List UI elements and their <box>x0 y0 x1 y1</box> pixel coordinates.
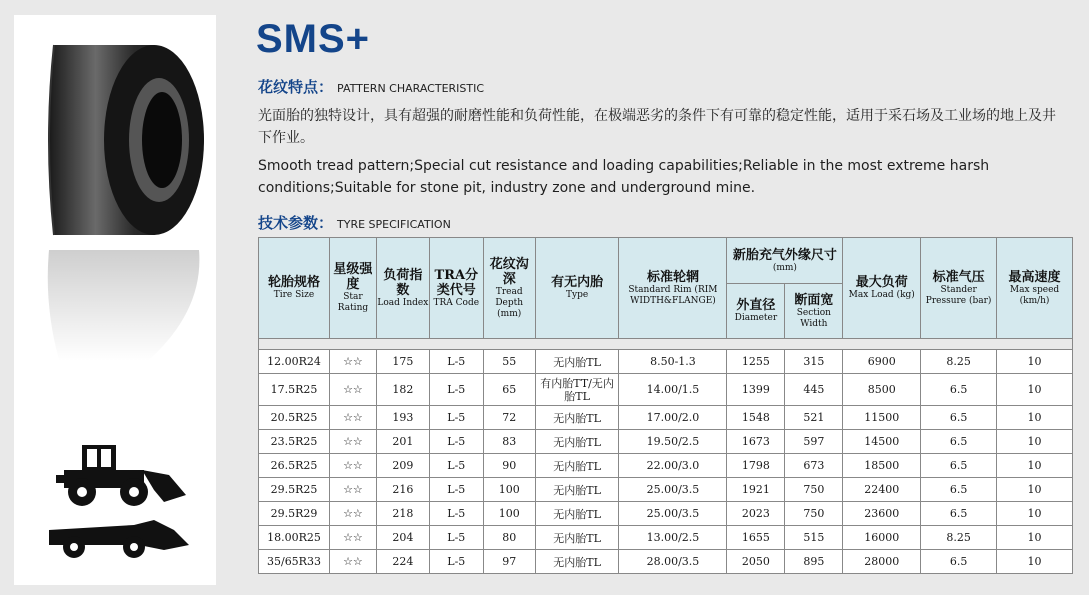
cell-dia: 2050 <box>727 550 785 574</box>
col-max-load: 最大负荷 Max Load (kg) <box>843 238 921 339</box>
tyre-reflection <box>29 250 209 360</box>
cell-press: 6.5 <box>921 478 997 502</box>
cell-load: 216 <box>376 478 429 502</box>
cell-speed: 10 <box>997 550 1073 574</box>
cell-dia: 1673 <box>727 430 785 454</box>
cell-depth: 80 <box>483 526 535 550</box>
cell-maxload: 16000 <box>843 526 921 550</box>
cell-rim: 25.00/3.5 <box>619 478 727 502</box>
pattern-description-en: Smooth tread pattern;Special cut resistance and loading capabilities;Reliable in the most extreme harsh conditions;Suitable for stone pit, industry zone and underground mine. <box>258 158 990 196</box>
cell-depth: 83 <box>483 430 535 454</box>
table-row <box>259 374 1073 406</box>
table-row <box>259 550 1073 574</box>
cell-tra: L-5 <box>429 406 483 430</box>
table-row <box>259 526 1073 550</box>
cell-rim: 8.50-1.3 <box>619 350 727 374</box>
product-image-panel <box>14 15 216 585</box>
col-star-rating: 星级强度 Star Rating <box>329 238 376 339</box>
spec-heading: 技术参数： TYRE SPECIFICATION <box>258 214 451 232</box>
cell-size: 17.5R25 <box>259 374 330 406</box>
cell-press: 6.5 <box>921 550 997 574</box>
cell-load: 224 <box>376 550 429 574</box>
table-row <box>259 350 1073 374</box>
cell-depth: 65 <box>483 374 535 406</box>
cell-maxload: 22400 <box>843 478 921 502</box>
cell-rim: 22.00/3.0 <box>619 454 727 478</box>
cell-star: ☆☆ <box>329 350 376 374</box>
cell-speed: 10 <box>997 406 1073 430</box>
cell-size: 20.5R25 <box>259 406 330 430</box>
cell-maxload: 11500 <box>843 406 921 430</box>
table-row <box>259 430 1073 454</box>
cell-size: 23.5R25 <box>259 430 330 454</box>
cell-press: 6.5 <box>921 454 997 478</box>
col-tra-code: TRA分类代号 TRA Code <box>429 238 483 339</box>
cell-star: ☆☆ <box>329 454 376 478</box>
cell-maxload: 8500 <box>843 374 921 406</box>
cell-maxload: 28000 <box>843 550 921 574</box>
cell-size: 18.00R25 <box>259 526 330 550</box>
pattern-heading: 花纹特点： PATTERN CHARACTERISTIC <box>258 78 485 96</box>
cell-load: 193 <box>376 406 429 430</box>
cell-rim: 25.00/3.5 <box>619 502 727 526</box>
cell-depth: 100 <box>483 478 535 502</box>
cell-press: 6.5 <box>921 406 997 430</box>
cell-type: 无内胎TL <box>535 502 619 526</box>
cell-star: ☆☆ <box>329 550 376 574</box>
cell-dia: 1921 <box>727 478 785 502</box>
col-pressure: 标准气压 Stander Pressure (bar) <box>921 238 997 339</box>
cell-size: 29.5R29 <box>259 502 330 526</box>
cell-width: 597 <box>785 430 843 454</box>
cell-dia: 1798 <box>727 454 785 478</box>
cell-size: 26.5R25 <box>259 454 330 478</box>
cell-maxload: 14500 <box>843 430 921 454</box>
cell-press: 6.5 <box>921 502 997 526</box>
cell-type: 无内胎TL <box>535 526 619 550</box>
cell-size: 29.5R25 <box>259 478 330 502</box>
cell-tra: L-5 <box>429 502 483 526</box>
cell-speed: 10 <box>997 454 1073 478</box>
cell-type: 有内胎TT/无内胎TL <box>535 374 619 406</box>
cell-tra: L-5 <box>429 350 483 374</box>
cell-type: 无内胎TL <box>535 478 619 502</box>
col-max-speed: 最高速度 Max speed (km/h) <box>997 238 1073 339</box>
cell-type: 无内胎TL <box>535 350 619 374</box>
cell-dia: 1399 <box>727 374 785 406</box>
col-load-index: 负荷指数 Load Index <box>376 238 429 339</box>
cell-star: ☆☆ <box>329 502 376 526</box>
cell-dia: 1255 <box>727 350 785 374</box>
cell-size: 12.00R24 <box>259 350 330 374</box>
cell-width: 315 <box>785 350 843 374</box>
wheel-loader-icon <box>54 440 189 510</box>
cell-tra: L-5 <box>429 526 483 550</box>
cell-size: 35/65R33 <box>259 550 330 574</box>
cell-load: 209 <box>376 454 429 478</box>
cell-star: ☆☆ <box>329 430 376 454</box>
cell-tra: L-5 <box>429 430 483 454</box>
cell-maxload: 6900 <box>843 350 921 374</box>
cell-maxload: 18500 <box>843 454 921 478</box>
cell-press: 8.25 <box>921 526 997 550</box>
cell-press: 6.5 <box>921 430 997 454</box>
cell-tra: L-5 <box>429 478 483 502</box>
col-standard-rim: 标准轮辋 Standard Rim (RIM WIDTH&FLANGE) <box>619 238 727 339</box>
cell-speed: 10 <box>997 430 1073 454</box>
cell-maxload: 23600 <box>843 502 921 526</box>
table-row <box>259 502 1073 526</box>
cell-type: 无内胎TL <box>535 406 619 430</box>
cell-width: 521 <box>785 406 843 430</box>
cell-rim: 19.50/2.5 <box>619 430 727 454</box>
cell-tra: L-5 <box>429 454 483 478</box>
cell-rim: 28.00/3.5 <box>619 550 727 574</box>
cell-speed: 10 <box>997 502 1073 526</box>
cell-speed: 10 <box>997 478 1073 502</box>
col-type: 有无内胎 Type <box>535 238 619 339</box>
cell-load: 182 <box>376 374 429 406</box>
cell-width: 673 <box>785 454 843 478</box>
cell-star: ☆☆ <box>329 406 376 430</box>
cell-speed: 10 <box>997 350 1073 374</box>
cell-width: 445 <box>785 374 843 406</box>
cell-width: 515 <box>785 526 843 550</box>
cell-dia: 1548 <box>727 406 785 430</box>
cell-depth: 90 <box>483 454 535 478</box>
cell-width: 750 <box>785 478 843 502</box>
cell-load: 218 <box>376 502 429 526</box>
col-dimensions: 新胎充气外缘尺寸 (mm) <box>727 238 843 284</box>
cell-depth: 97 <box>483 550 535 574</box>
table-row <box>259 454 1073 478</box>
cell-star: ☆☆ <box>329 526 376 550</box>
pattern-description-cn: 光面胎的独特设计，具有超强的耐磨性能和负荷性能，在极端恶劣的条件下有可靠的稳定性能，适用于采石场及工业场的地上及井下作业。 <box>258 108 1056 146</box>
table-row <box>259 478 1073 502</box>
cell-star: ☆☆ <box>329 374 376 406</box>
cell-load: 201 <box>376 430 429 454</box>
cell-speed: 10 <box>997 526 1073 550</box>
cell-load: 175 <box>376 350 429 374</box>
col-tread-depth: 花纹沟深 Tread Depth (mm) <box>483 238 535 339</box>
col-section-width: 断面宽 Section Width <box>785 284 843 339</box>
table-row <box>259 406 1073 430</box>
cell-depth: 72 <box>483 406 535 430</box>
cell-press: 8.25 <box>921 350 997 374</box>
cell-width: 750 <box>785 502 843 526</box>
spec-table <box>258 237 1073 574</box>
col-tire-size: 轮胎规格 Tire Size <box>259 238 330 339</box>
col-diameter: 外直径 Diameter <box>727 284 785 339</box>
underground-loader-icon <box>44 515 194 560</box>
cell-rim: 17.00/2.0 <box>619 406 727 430</box>
cell-speed: 10 <box>997 374 1073 406</box>
cell-rim: 13.00/2.5 <box>619 526 727 550</box>
cell-type: 无内胎TL <box>535 454 619 478</box>
cell-dia: 1655 <box>727 526 785 550</box>
cell-depth: 55 <box>483 350 535 374</box>
cell-type: 无内胎TL <box>535 430 619 454</box>
cell-press: 6.5 <box>921 374 997 406</box>
cell-width: 895 <box>785 550 843 574</box>
product-title: SMS+ <box>256 17 371 61</box>
cell-type: 无内胎TL <box>535 550 619 574</box>
tyre-image <box>24 25 214 255</box>
cell-load: 204 <box>376 526 429 550</box>
cell-star: ☆☆ <box>329 478 376 502</box>
cell-depth: 100 <box>483 502 535 526</box>
cell-tra: L-5 <box>429 374 483 406</box>
cell-tra: L-5 <box>429 550 483 574</box>
cell-dia: 2023 <box>727 502 785 526</box>
cell-rim: 14.00/1.5 <box>619 374 727 406</box>
